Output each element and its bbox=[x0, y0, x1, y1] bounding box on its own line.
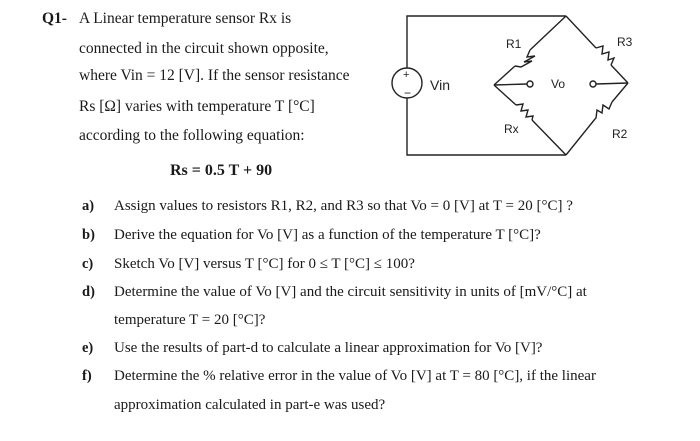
wire-right-lower bbox=[612, 83, 628, 102]
part-c-label: c) bbox=[82, 256, 94, 272]
r3-resistor-symbol bbox=[596, 46, 614, 65]
r1-resistor-symbol bbox=[515, 50, 535, 67]
wire-top-right bbox=[566, 16, 596, 48]
source-label bbox=[430, 77, 450, 93]
wire-bottom-left bbox=[532, 120, 566, 155]
intro-line-4: Rs [Ω] varies with temperature T [°C] bbox=[79, 98, 315, 115]
wire-left-lower bbox=[494, 85, 516, 105]
part-b-text: Derive the equation for Vo [V] as a function of the temperature T [°C]? bbox=[114, 227, 541, 243]
bridge-circuit-diagram bbox=[390, 12, 660, 160]
part-d-label: d) bbox=[82, 284, 95, 300]
wire-right-upper bbox=[611, 65, 628, 83]
intro-line-1: A Linear temperature sensor Rx is bbox=[79, 10, 292, 27]
output-terminal-right bbox=[590, 81, 596, 87]
part-f-label: f) bbox=[82, 368, 92, 384]
wire-top-left bbox=[530, 16, 566, 50]
intro-line-2: connected in the circuit shown opposite, bbox=[79, 40, 329, 57]
part-a-label: a) bbox=[82, 198, 95, 214]
r2-resistor-symbol bbox=[595, 102, 612, 119]
rx-resistor-symbol bbox=[516, 104, 533, 120]
part-d-text: Determine the value of Vo [V] and the circuit sensitivity in units of [mV/°C] at bbox=[114, 284, 587, 300]
r1-label: R1 bbox=[506, 37, 522, 51]
part-e-label: e) bbox=[82, 340, 94, 356]
source-minus-sign: − bbox=[404, 86, 412, 100]
part-d-text-continued: temperature T = 20 [°C]? bbox=[114, 312, 266, 328]
part-c-text: Sketch Vo [V] versus T [°C] for 0 ≤ T [°C] ≤ 100? bbox=[114, 256, 415, 272]
source-label-text: Vin bbox=[430, 77, 450, 93]
rx-label: Rx bbox=[504, 122, 519, 136]
wire-bottom-right bbox=[566, 119, 595, 155]
wire-bottom bbox=[407, 98, 566, 155]
wire-top bbox=[407, 16, 566, 68]
wire-output-right bbox=[596, 83, 628, 84]
r3-label: R3 bbox=[617, 35, 633, 49]
part-f-text-continued: approximation calculated in part-e was used? bbox=[114, 397, 386, 413]
part-e-text: Use the results of part-d to calculate a linear approximation for Vo [V]? bbox=[114, 340, 543, 356]
part-a-text: Assign values to resistors R1, R2, and R3 so that Vo = 0 [V] at T = 20 [°C] ? bbox=[114, 198, 573, 214]
part-b-label: b) bbox=[82, 227, 95, 243]
intro-line-5: according to the following equation: bbox=[79, 127, 305, 144]
source-plus-sign: + bbox=[403, 69, 410, 81]
vo-label: Vo bbox=[551, 77, 566, 91]
wire-output-left bbox=[494, 84, 527, 85]
output-terminal-left bbox=[527, 81, 533, 87]
question-number: Q1- bbox=[42, 10, 67, 27]
intro-line-3: where Vin = 12 [V]. If the sensor resistance bbox=[79, 67, 350, 84]
sensor-equation: Rs = 0.5 T + 90 bbox=[170, 162, 273, 179]
part-f-text: Determine the % relative error in the value of Vo [V] at T = 80 [°C], if the linear bbox=[114, 368, 596, 384]
r2-label: R2 bbox=[612, 127, 628, 141]
wire-left-upper bbox=[494, 66, 515, 85]
